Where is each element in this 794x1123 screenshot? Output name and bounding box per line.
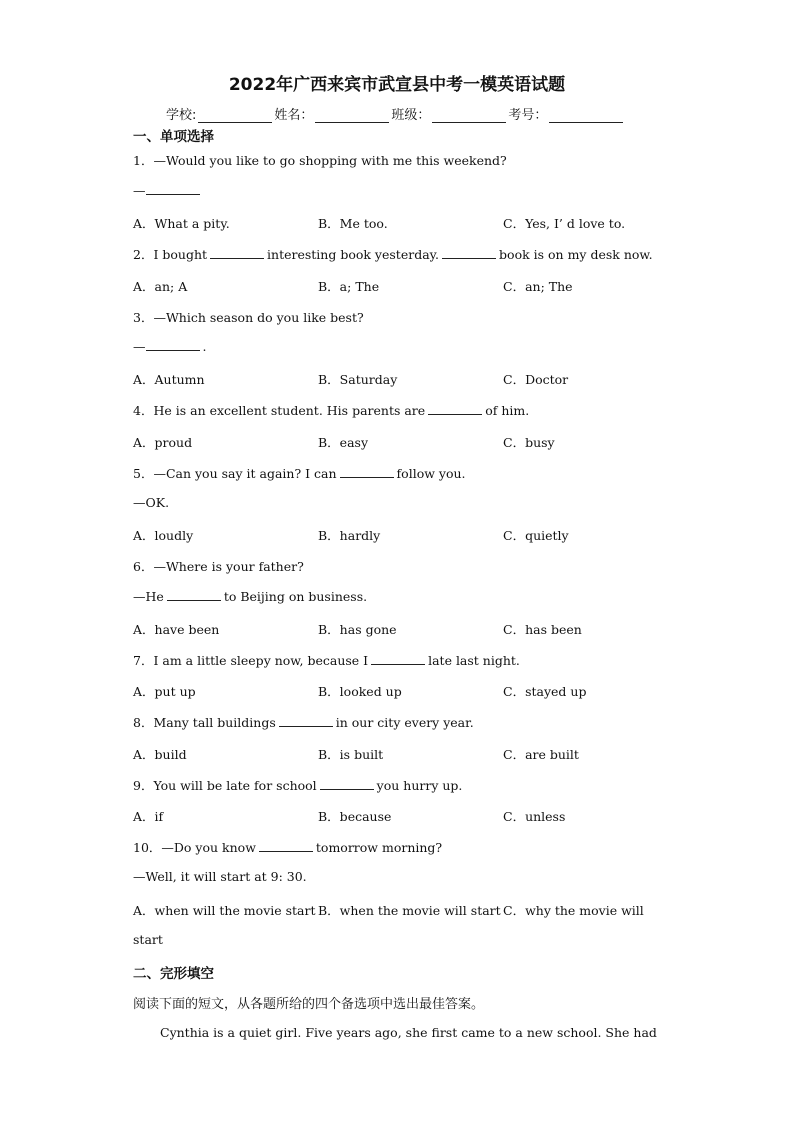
option-c[interactable]: C．stayed up [503, 684, 587, 699]
cloze-passage: Cynthia is a quiet girl. Five years ago, she first came to a new school. She had [160, 1025, 657, 1040]
option-c[interactable]: C．an; The [503, 279, 573, 294]
question-4-stem: 4．He is an excellent student. His parents are of him. [133, 403, 530, 418]
option-c[interactable]: C．Doctor [503, 372, 569, 387]
question-3-stem: 3．—Which season do you like best? [133, 310, 364, 325]
option-a[interactable]: A．an; A [133, 279, 188, 294]
option-c[interactable]: C．quietly [503, 528, 569, 543]
option-b[interactable]: B．Saturday [318, 372, 398, 387]
option-a[interactable]: A．if [133, 809, 164, 824]
option-a[interactable]: A．What a pity. [133, 216, 230, 231]
option-a[interactable]: A．when will the movie start [133, 903, 316, 918]
question-9-options [133, 807, 653, 825]
question-5-answer-line: —OK. [133, 495, 170, 510]
section-heading-single-choice: 一、单项选择 [133, 129, 214, 145]
question-10-option-c-continued: start [133, 932, 163, 947]
option-c[interactable]: C．busy [503, 435, 555, 450]
question-8-stem: 8．Many tall buildings in our city every year. [133, 715, 474, 730]
option-c[interactable]: C．are built [503, 747, 579, 762]
question-7-stem: 7．I am a little sleepy now, because I late last night. [133, 653, 520, 668]
option-b[interactable]: B．is built [318, 747, 384, 762]
option-a[interactable]: A．Autumn [133, 372, 205, 387]
number-field[interactable] [549, 110, 623, 123]
option-a[interactable]: A．put up [133, 684, 196, 699]
question-4-options [133, 433, 653, 451]
class-label: 班级： [391, 108, 431, 123]
question-6-answer-line: —He to Beijing on business. [133, 589, 368, 604]
section-heading-cloze: 二、完形填空 [133, 966, 214, 982]
question-1-options [133, 214, 653, 232]
question-8-options [133, 745, 653, 763]
page-title: 2022年广西来宾市武宣县中考一模英语试题 [228, 75, 566, 95]
option-a[interactable]: A．proud [133, 435, 193, 450]
option-b[interactable]: B．because [318, 809, 392, 824]
option-a[interactable]: A．loudly [133, 528, 194, 543]
option-b[interactable]: B．easy [318, 435, 369, 450]
option-b[interactable]: B．has gone [318, 622, 397, 637]
question-5-stem: 5．—Can you say it again? I can follow you. [133, 466, 466, 481]
option-b[interactable]: B．looked up [318, 684, 402, 699]
question-2-options [133, 277, 653, 295]
question-1-answer-line: — [133, 183, 203, 198]
option-c[interactable]: C．why the movie will [503, 903, 644, 918]
question-6-options [133, 620, 653, 638]
question-3-options [133, 370, 653, 388]
number-label: 考号： [508, 108, 548, 123]
option-c[interactable]: C．Yes, I’ d love to. [503, 216, 626, 231]
name-field[interactable] [315, 110, 389, 123]
school-label: 学校: [166, 108, 197, 123]
question-3-answer-line: — . [133, 339, 207, 354]
question-2-stem: 2．I bought interesting book yesterday. book is on my desk now. [133, 247, 653, 262]
option-b[interactable]: B．when the movie will start [318, 903, 501, 918]
question-7-options [133, 682, 653, 700]
option-b[interactable]: B．Me too. [318, 216, 388, 231]
class-field[interactable] [432, 110, 506, 123]
cloze-instruction: 阅读下面的短文，从各题所给的四个备选项中选出最佳答案。 [133, 997, 485, 1012]
option-a[interactable]: A．have been [133, 622, 220, 637]
question-5-options [133, 526, 653, 544]
option-c[interactable]: C．unless [503, 809, 566, 824]
option-b[interactable]: B．hardly [318, 528, 381, 543]
question-10-options [133, 901, 653, 919]
option-c[interactable]: C．has been [503, 622, 582, 637]
question-10-stem: 10．—Do you know tomorrow morning? [133, 840, 443, 855]
question-1-stem: 1．—Would you like to go shopping with me this weekend? [133, 153, 507, 168]
student-info-row [166, 104, 625, 123]
question-10-answer-line: —Well, it will start at 9: 30. [133, 869, 307, 884]
question-9-stem: 9．You will be late for school you hurry up. [133, 778, 463, 793]
option-b[interactable]: B．a; The [318, 279, 380, 294]
school-field[interactable] [198, 110, 272, 123]
option-a[interactable]: A．build [133, 747, 187, 762]
name-label: 姓名： [274, 108, 314, 123]
question-6-stem: 6．—Where is your father? [133, 559, 304, 574]
